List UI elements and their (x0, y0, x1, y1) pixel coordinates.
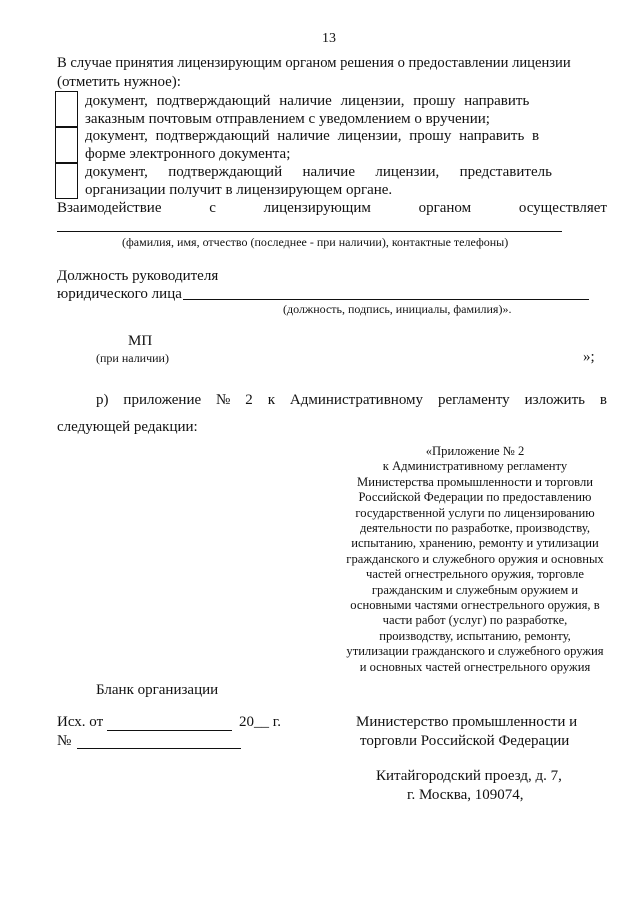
outgoing-year: 20__ г. (239, 714, 281, 730)
appendix-line: «Приложение № 2 (425, 444, 525, 458)
word: регламенту (437, 392, 510, 408)
interaction-line (57, 200, 607, 217)
word: осуществляет (518, 200, 607, 216)
word: в (599, 392, 607, 408)
word: 2 (245, 392, 253, 408)
page-number: 13 (322, 31, 336, 46)
outgoing-number-label: № (57, 733, 72, 749)
intro-line-2: (отметить нужное): (57, 74, 181, 90)
word: Административному (289, 392, 424, 408)
word: Взаимодействие (57, 200, 162, 216)
head-position-line-2: юридического лица (57, 286, 182, 302)
blank-label: Бланк организации (96, 682, 219, 698)
checkbox-postal[interactable] (55, 91, 78, 127)
word: № (216, 392, 231, 408)
option-in-person-line-1 (85, 164, 552, 181)
appendix-line: к Административному регламенту (382, 459, 568, 474)
word: подтверждающий (168, 164, 283, 180)
appendix-line: Министерства промышленности и торговли (357, 474, 593, 489)
word: наличие (302, 164, 355, 180)
appendix-line: основными частями огнестрельного оружия, в (350, 598, 600, 613)
appendix-line: испытанию, хранению, ремонту и утилизации (351, 536, 599, 551)
word: документ, (85, 164, 148, 180)
outgoing-from-label: Исх. от (57, 714, 104, 730)
option-in-person-line-2: организации получит в лицензирующем органе. (85, 182, 393, 198)
appendix-line: Российской Федерации по предоставлению (358, 490, 592, 505)
word: лицензии, (375, 164, 440, 180)
word: лицензирующим (263, 200, 371, 216)
seal-label: МП (128, 333, 153, 349)
appendix-line: утилизации гражданского и служебного оружия (346, 644, 604, 659)
appendix-header (330, 444, 620, 675)
item-r-line-2: следующей редакции: (57, 419, 198, 435)
appendix-line: государственной услуги по лицензированию (355, 505, 595, 520)
head-position-field[interactable] (183, 299, 589, 300)
appendix-line: и основных частей огнестрельного оружия (359, 659, 591, 674)
appendix-line: гражданского и служебного оружия и основных (346, 551, 604, 566)
word: р) (96, 392, 109, 408)
recipient-line-1: Министерство промышленности и (356, 714, 578, 730)
outgoing-date-field[interactable] (107, 730, 232, 731)
item-r-line-1 (96, 392, 607, 409)
outgoing-number-field[interactable] (77, 748, 241, 749)
word: органом (418, 200, 472, 216)
head-position-line-1: Должность руководителя (57, 268, 219, 284)
appendix-line: частей огнестрельного оружия, торговле (366, 567, 584, 582)
checkbox-electronic[interactable] (55, 127, 78, 163)
appendix-line: деятельности по разработке, производству, (360, 521, 590, 536)
word: представитель (459, 164, 552, 180)
word: с (209, 200, 216, 216)
option-postal-line-2: заказным почтовым отправлением с уведомлением о вручении; (85, 111, 490, 127)
recipient-line-2: торговли Российской Федерации (360, 733, 570, 749)
address-line-1: Китайгородский проезд, д. 7, (376, 768, 562, 784)
caption-position: (должность, подпись, инициалы, фамилия)». (283, 302, 512, 316)
intro-line-1: В случае принятия лицензирующим органом решения о предоставлении лицензии (57, 55, 571, 71)
checkbox-in-person[interactable] (55, 163, 78, 199)
appendix-line: гражданским и служебным оружием и (371, 582, 579, 597)
seal-end: »; (583, 349, 595, 365)
contact-person-field[interactable] (57, 231, 562, 232)
caption-contact: (фамилия, имя, отчество (последнее - при наличии), контактные телефоны) (122, 235, 509, 249)
option-postal-line-1: документ, подтверждающий наличие лицензии, прошу направить (85, 93, 530, 109)
appendix-line: части работ (услуг) по разработке, (382, 613, 568, 628)
option-electronic-line-2: форме электронного документа; (85, 146, 291, 162)
word: изложить (524, 392, 585, 408)
address-line-2: г. Москва, 109074, (407, 787, 524, 803)
word: к (267, 392, 275, 408)
word: приложение (123, 392, 202, 408)
option-electronic-line-1: документ, подтверждающий наличие лицензии, прошу направить в (85, 128, 540, 144)
seal-note: (при наличии) (96, 351, 169, 365)
appendix-line: производству, испытанию, ремонту, (379, 628, 571, 643)
